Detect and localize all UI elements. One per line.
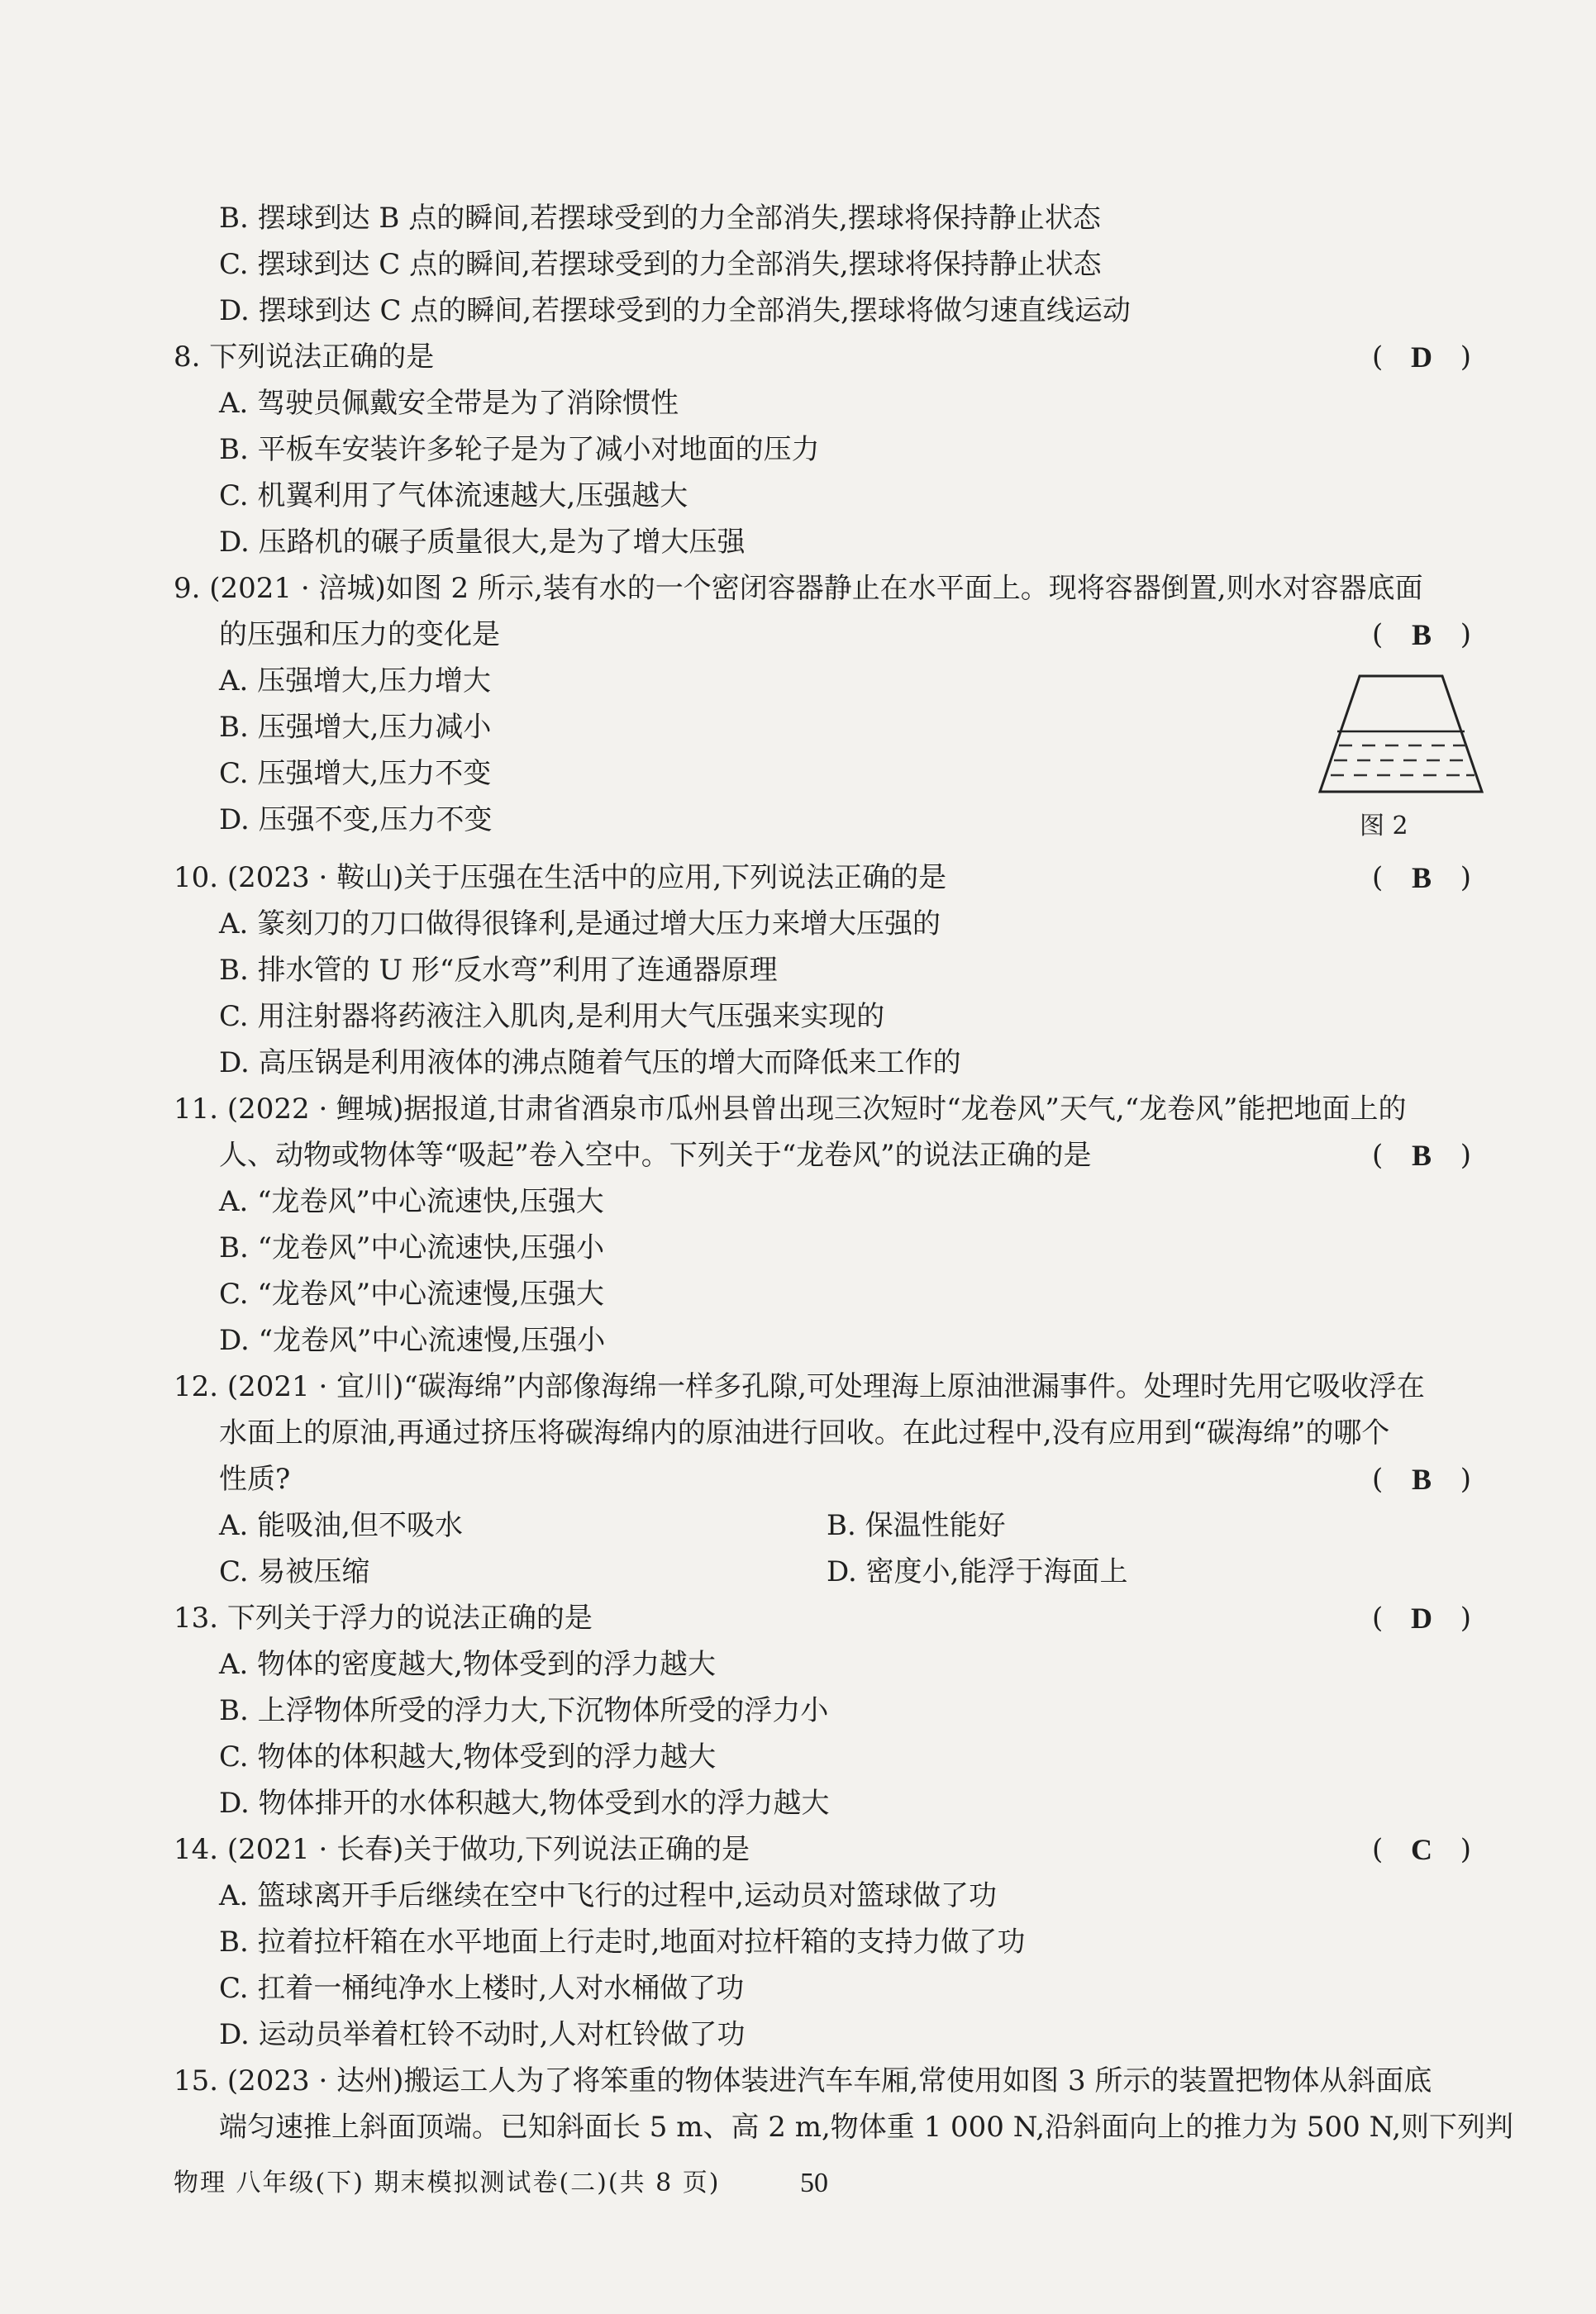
q8-option-b: B. 平板车安装许多轮子是为了减小对地面的压力 [219,433,820,466]
page-number: 50 [800,2168,828,2198]
q12-option-a: A. 能吸油,但不吸水 [219,1509,463,1542]
q12-stem: 12. (2021 · 宜川)“碳海绵”内部像海绵一样多孔隙,可处理海上原油泄漏事件。处理时先用它吸收浮在 [174,1370,1425,1403]
page-footer: 物理 八年级(下) 期末模拟测试卷(二)(共 8 页) [174,2169,721,2197]
answer-value: B [1411,618,1432,651]
q10-stem: 10. (2023 · 鞍山)关于压强在生活中的应用,下列说法正确的是 [174,861,947,894]
q9-stem-cont: 的压强和压力的变化是 [219,618,500,651]
q14-option-b: B. 拉着拉杆箱在水平地面上行走时,地面对拉杆箱的支持力做了功 [219,1926,1026,1959]
paren-open: ( [1372,1463,1384,1496]
q12-option-c: C. 易被压缩 [219,1555,370,1588]
q13-option-a: A. 物体的密度越大,物体受到的浮力越大 [219,1648,716,1681]
q13-stem: 13. 下列关于浮力的说法正确的是 [174,1602,593,1635]
water-dashes [1331,745,1475,775]
paren-close: ) [1460,1139,1471,1172]
answer-value: D [1411,340,1432,374]
q11-option-c: C. “龙卷风”中心流速慢,压强大 [219,1278,604,1311]
q8-answer [1372,339,1471,375]
q15-stem: 15. (2023 · 达州)搬运工人为了将笨重的物体装进汽车车厢,常使用如图 3 所示的装置把物体从斜面底 [174,2064,1432,2097]
q14-option-c: C. 扛着一桶纯净水上楼时,人对水桶做了功 [219,1972,745,2005]
q11-option-a: A. “龙卷风”中心流速快,压强大 [219,1185,604,1218]
answer-value: B [1411,1463,1432,1496]
paren-open: ( [1372,861,1384,894]
q13-option-d: D. 物体排开的水体积越大,物体受到水的浮力越大 [219,1787,830,1820]
paren-open: ( [1372,1833,1384,1866]
q11-option-d: D. “龙卷风”中心流速慢,压强小 [219,1324,606,1357]
q13-option-c: C. 物体的体积越大,物体受到的浮力越大 [219,1740,717,1774]
figure-caption: 图 2 [1360,812,1408,840]
q12-stem-cont-2: 性质? [219,1463,291,1496]
q12-answer [1372,1461,1471,1497]
q9-stem: 9. (2021 · 涪城)如图 2 所示,装有水的一个密闭容器静止在水平面上。现将容器倒置,则水对容器底面 [174,572,1423,605]
answer-value: B [1411,1139,1432,1172]
q15-stem-cont: 端匀速推上斜面顶端。已知斜面长 5 m、高 2 m,物体重 1 000 N,沿斜面向上的推力为 500 N,则下列判 [219,2111,1514,2144]
q13-option-b: B. 上浮物体所受的浮力大,下沉物体所受的浮力小 [219,1694,829,1727]
paren-open: ( [1372,1602,1384,1635]
q14-option-a: A. 篮球离开手后继续在空中飞行的过程中,运动员对篮球做了功 [219,1879,997,1912]
q11-stem-cont: 人、动物或物体等“吸起”卷入空中。下列关于“龙卷风”的说法正确的是 [219,1139,1092,1172]
q12-stem-cont-1: 水面上的原油,再通过挤压将碳海绵内的原油进行回收。在此过程中,没有应用到“碳海绵”的哪个 [219,1416,1390,1450]
q9-option-a: A. 压强增大,压力增大 [219,664,491,698]
paren-close: ) [1460,1602,1471,1635]
q8-stem: 8. 下列说法正确的是 [174,340,435,374]
q11-option-b: B. “龙卷风”中心流速快,压强小 [219,1231,605,1264]
paren-open: ( [1372,618,1384,651]
q9-option-c: C. 压强增大,压力不变 [219,757,492,790]
paren-close: ) [1460,618,1471,651]
q10-answer [1372,859,1471,896]
paren-close: ) [1460,861,1471,894]
q7-option-b: B. 摆球到达 B 点的瞬间,若摆球受到的力全部消失,摆球将保持静止状态 [219,202,1101,235]
q14-answer [1372,1831,1471,1868]
q10-option-d: D. 高压锅是利用液体的沸点随着气压的增大而降低来工作的 [219,1046,961,1079]
paren-close: ) [1460,1463,1471,1496]
paren-open: ( [1372,340,1384,374]
q10-option-b: B. 排水管的 U 形“反水弯”利用了连通器原理 [219,954,778,987]
q7-option-c: C. 摆球到达 C 点的瞬间,若摆球受到的力全部消失,摆球将保持静止状态 [219,248,1102,281]
q8-option-d: D. 压路机的碾子质量很大,是为了增大压强 [219,526,746,559]
q9-option-b: B. 压强增大,压力减小 [219,711,492,744]
answer-value: B [1411,861,1432,894]
q11-answer [1372,1137,1471,1174]
q13-answer [1372,1600,1471,1636]
container-figure [1314,669,1488,802]
q7-option-d: D. 摆球到达 C 点的瞬间,若摆球受到的力全部消失,摆球将做匀速直线运动 [219,294,1131,327]
q10-option-c: C. 用注射器将药液注入肌肉,是利用大气压强来实现的 [219,1000,885,1033]
q8-option-c: C. 机翼利用了气体流速越大,压强越大 [219,479,688,512]
answer-value: D [1411,1602,1432,1635]
q9-answer [1372,617,1471,653]
q8-option-a: A. 驾驶员佩戴安全带是为了消除惯性 [219,387,679,420]
q9-option-d: D. 压强不变,压力不变 [219,803,493,836]
paren-open: ( [1372,1139,1384,1172]
q14-stem: 14. (2021 · 长春)关于做功,下列说法正确的是 [174,1833,750,1866]
q12-option-d: D. 密度小,能浮于海面上 [827,1555,1128,1588]
paren-close: ) [1460,1833,1471,1866]
answer-value: C [1411,1833,1432,1866]
q10-option-a: A. 篆刻刀的刀口做得很锋利,是通过增大压力来增大压强的 [219,907,941,940]
q14-option-d: D. 运动员举着杠铃不动时,人对杠铃做了功 [219,2018,746,2051]
q11-stem: 11. (2022 · 鲤城)据报道,甘肃省酒泉市瓜州县曾出现三次短时“龙卷风”天气,“龙卷风”能把地面上的 [174,1093,1407,1126]
q12-option-b: B. 保温性能好 [827,1509,1006,1542]
paren-close: ) [1460,340,1471,374]
